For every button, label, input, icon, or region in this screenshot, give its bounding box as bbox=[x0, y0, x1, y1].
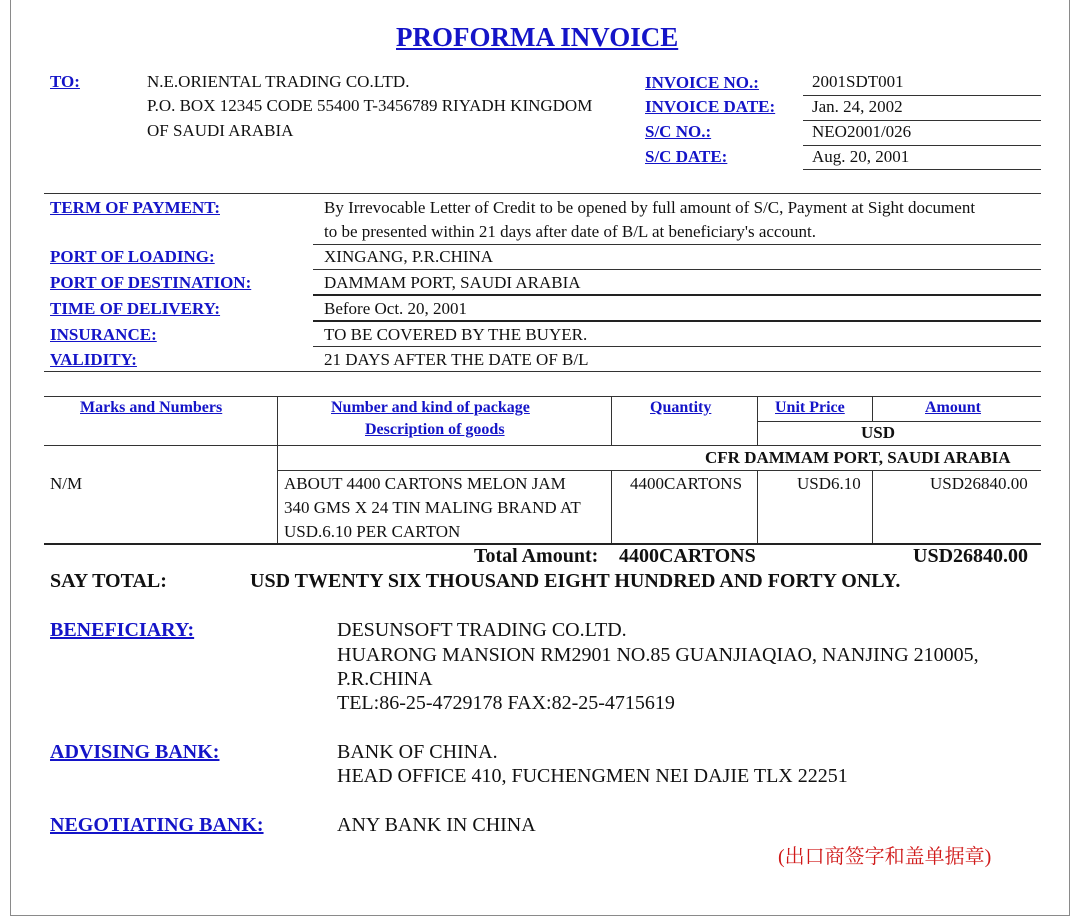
terms-top-rule bbox=[44, 193, 1041, 194]
sc-date-value: Aug. 20, 2001 bbox=[812, 147, 910, 166]
negotiating-bank-line-1: ANY BANK IN CHINA bbox=[337, 814, 536, 836]
term-of-payment-label: TERM OF PAYMENT: bbox=[50, 198, 220, 217]
header-marks: Marks and Numbers bbox=[80, 399, 223, 416]
port-of-loading-label: PORT OF LOADING: bbox=[50, 247, 215, 266]
beneficiary-line-4: TEL:86-25-4729178 FAX:82-25-4715619 bbox=[337, 692, 675, 714]
row-quantity: 4400CARTONS bbox=[630, 474, 743, 493]
table-header-bottom-rule bbox=[44, 445, 1041, 446]
invoice-date-line bbox=[803, 120, 1041, 121]
port-of-loading-rule bbox=[313, 269, 1041, 270]
header-description: Description of goods bbox=[365, 421, 505, 438]
total-quantity: 4400CARTONS bbox=[619, 545, 756, 567]
invoice-no-value: 2001SDT001 bbox=[812, 72, 904, 91]
to-line-1: N.E.ORIENTAL TRADING CO.LTD. bbox=[147, 72, 410, 91]
row-marks: N/M bbox=[50, 474, 83, 493]
header-currency: USD bbox=[861, 423, 896, 442]
insurance-rule bbox=[313, 346, 1041, 347]
table-col-divider-2-body bbox=[611, 470, 612, 544]
term-of-payment-line-1: By Irrevocable Letter of Credit to be opened by full amount of S/C, Payment at Sight document bbox=[324, 198, 976, 217]
total-label: Total Amount: bbox=[474, 545, 599, 567]
terms-bottom-rule bbox=[44, 371, 1041, 372]
row-description-line-2: 340 GMS X 24 TIN MALING BRAND AT bbox=[284, 498, 581, 517]
row-description-line-3: USD.6.10 PER CARTON bbox=[284, 522, 461, 541]
negotiating-bank-label: NEGOTIATING BANK: bbox=[50, 814, 264, 836]
advising-bank-line-2: HEAD OFFICE 410, FUCHENGMEN NEI DAJIE TLX 22251 bbox=[337, 765, 848, 787]
sc-no-line bbox=[803, 145, 1041, 146]
port-of-loading-value: XINGANG, P.R.CHINA bbox=[324, 247, 494, 266]
validity-value: 21 DAYS AFTER THE DATE OF B/L bbox=[324, 350, 589, 369]
table-top-rule bbox=[44, 396, 1041, 397]
total-amount: USD26840.00 bbox=[913, 545, 1029, 567]
header-package: Number and kind of package bbox=[331, 399, 530, 416]
header-quantity: Quantity bbox=[650, 399, 712, 416]
invoice-no-line bbox=[803, 95, 1041, 96]
to-label: TO: bbox=[50, 72, 80, 91]
time-of-delivery-value: Before Oct. 20, 2001 bbox=[324, 299, 468, 318]
term-of-payment-line-2: to be presented within 21 days after date of B/L at beneficiary's account. bbox=[324, 222, 816, 241]
table-col-divider-3-body bbox=[757, 470, 758, 544]
table-currency-rule bbox=[757, 421, 1041, 422]
to-line-2: P.O. BOX 12345 CODE 55400 T-3456789 RIYADH KINGDOM bbox=[147, 96, 593, 115]
advising-bank-label: ADVISING BANK: bbox=[50, 741, 220, 763]
sc-date-label: S/C DATE: bbox=[645, 147, 728, 166]
table-col-divider-4-body bbox=[872, 470, 873, 544]
insurance-label: INSURANCE: bbox=[50, 325, 157, 344]
port-of-destination-rule bbox=[313, 294, 1041, 296]
beneficiary-label: BENEFICIARY: bbox=[50, 619, 195, 641]
sc-no-label: S/C NO.: bbox=[645, 122, 712, 141]
time-of-delivery-rule bbox=[313, 320, 1041, 322]
header-amount: Amount bbox=[925, 399, 982, 416]
price-term: CFR DAMMAM PORT, SAUDI ARABIA bbox=[705, 448, 1011, 467]
advising-bank-line-1: BANK OF CHINA. bbox=[337, 741, 498, 763]
header-unit-price: Unit Price bbox=[775, 399, 845, 416]
sc-no-value: NEO2001/026 bbox=[812, 122, 912, 141]
invoice-date-value: Jan. 24, 2002 bbox=[812, 97, 903, 116]
port-of-destination-value: DAMMAM PORT, SAUDI ARABIA bbox=[324, 273, 581, 292]
time-of-delivery-label: TIME OF DELIVERY: bbox=[50, 299, 221, 318]
port-of-destination-label: PORT OF DESTINATION: bbox=[50, 273, 252, 292]
term-of-payment-rule bbox=[313, 244, 1041, 245]
table-price-term-rule bbox=[277, 470, 1041, 471]
row-amount: USD26840.00 bbox=[930, 474, 1028, 493]
invoice-no-label: INVOICE NO.: bbox=[645, 73, 759, 92]
to-line-3: OF SAUDI ARABIA bbox=[147, 121, 294, 140]
table-col-divider-2-head bbox=[611, 396, 612, 445]
sc-date-line bbox=[803, 169, 1041, 170]
say-total-label: SAY TOTAL: bbox=[50, 570, 167, 592]
signature-note: (出口商签字和盖单据章) bbox=[778, 846, 992, 868]
insurance-value: TO BE COVERED BY THE BUYER. bbox=[324, 325, 588, 344]
row-unit-price: USD6.10 bbox=[797, 474, 861, 493]
say-total-text: USD TWENTY SIX THOUSAND EIGHT HUNDRED AND FORTY ONLY. bbox=[250, 570, 901, 592]
beneficiary-line-2: HUARONG MANSION RM2901 NO.85 GUANJIAQIAO, NANJING 210005, bbox=[337, 644, 979, 666]
beneficiary-line-3: P.R.CHINA bbox=[337, 668, 433, 690]
table-col-divider-4-head bbox=[872, 396, 873, 421]
invoice-title: PROFORMA INVOICE bbox=[396, 22, 679, 52]
row-description-line-1: ABOUT 4400 CARTONS MELON JAM bbox=[284, 474, 566, 493]
beneficiary-line-1: DESUNSOFT TRADING CO.LTD. bbox=[337, 619, 627, 641]
validity-label: VALIDITY: bbox=[50, 350, 137, 369]
invoice-date-label: INVOICE DATE: bbox=[645, 97, 776, 116]
